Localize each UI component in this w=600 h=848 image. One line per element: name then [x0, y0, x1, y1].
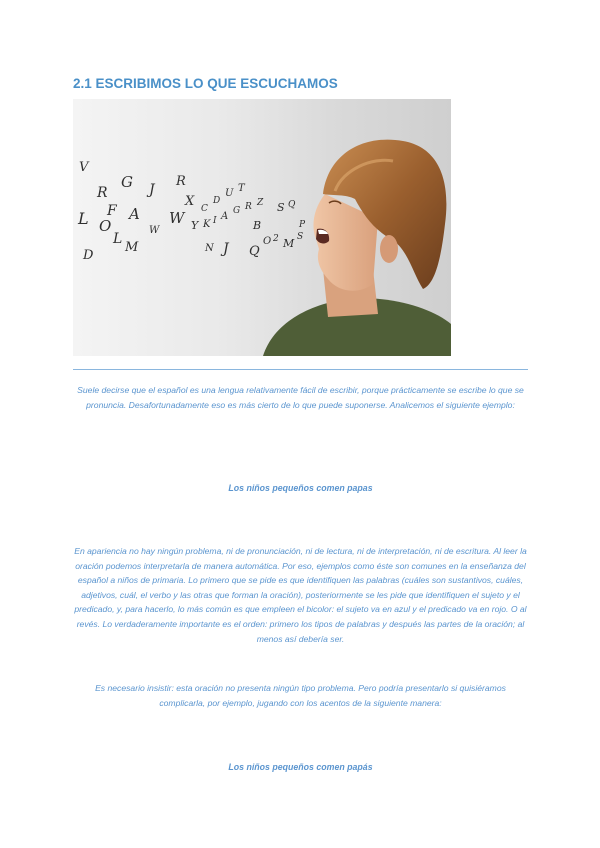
floating-letter: M [283, 237, 295, 250]
floating-letter: O [99, 217, 112, 235]
floating-letter: W [169, 209, 185, 227]
insist-paragraph: Es necesario insistir: esta oración no presenta ningún tipo problema. Pero podría presentarlo si quisiéramos complicarla, por ejemplo, jugando con los acentos de la siguiente manera: [95, 683, 506, 708]
floating-letter: J [223, 241, 229, 257]
floating-letter: A [221, 211, 229, 222]
floating-letter: S [277, 201, 285, 214]
floating-letter: W [149, 225, 160, 236]
floating-letter: Z [257, 198, 264, 208]
floating-letter: X [185, 194, 195, 209]
floating-letter: N [205, 243, 214, 254]
floating-letters [77, 160, 306, 263]
floating-letter: P [299, 220, 306, 230]
floating-letter: F [107, 203, 117, 219]
floating-letter: S [297, 232, 304, 242]
floating-letter: Y [191, 219, 199, 232]
floating-letter: V [79, 160, 89, 175]
floating-letter: Q [288, 200, 296, 210]
floating-letter: J [149, 182, 155, 198]
floating-letter: K [203, 219, 211, 230]
intro-paragraph: Suele decirse que el español es una lengua relativamente fácil de escribir, porque prácticamente se escribe lo que se pronuncia. Desafortunadamente eso es más cierto de lo que puede suponerse. Analicemos el siguiente ejemplo: [77, 385, 524, 410]
floating-letter: D [213, 196, 221, 206]
floating-letter: I [213, 216, 217, 226]
floating-letter: L [113, 231, 123, 247]
floating-letter: T [238, 183, 245, 194]
floating-letter: R [176, 174, 186, 189]
example-sentence-2: Los niños pequeños comen papás [228, 762, 373, 772]
section-heading: 2.1 ESCRIBIMOS LO QUE ESCUCHAMOS [73, 76, 338, 91]
floating-letter: C [201, 204, 208, 214]
floating-letter: R [97, 185, 108, 201]
example-sentence-1: Los niños pequeños comen papas [228, 483, 373, 493]
floating-letter: 2 [273, 234, 279, 244]
floating-letter: O [263, 236, 272, 247]
analysis-paragraph: En apariencia no hay ningún problema, ni de pronunciación, ni de lectura, ni de interpretación, ni de escritura. Al leer la oración podemos interpretarla de manera automática. Por eso, ejemplos como éste son comunes en la enseñanza del español a niños de primaria. Lo primero que se pide es que identifiquen las palabras (cuáles son sustantivos, cuáles, adjetivos, cuál, el verbo y las otras que forman la oración), posteriormente se les pide que identifiquen el sujeto y el predicado, y, para hacerlo, lo más común es que empleen el bicolor: el sujeto va en azul y el predicado va en rojo. O al revés. Lo verdaderamente importante es el orden: primero los tipos de palabras y después las partes de la oración; al menos así debería ser. [74, 546, 527, 644]
floating-letter: L [78, 209, 89, 228]
floating-letter: G [233, 206, 241, 216]
floating-letter: M [125, 240, 139, 255]
boy-speaking-letters-image [73, 99, 451, 356]
boy-illustration [73, 99, 451, 356]
floating-letter: A [129, 205, 140, 223]
floating-letter: R [245, 202, 252, 212]
floating-letter: U [225, 188, 234, 199]
floating-letter: Q [249, 244, 260, 259]
floating-letter: B [253, 219, 262, 232]
floating-letter: G [121, 173, 133, 191]
section-divider [73, 369, 528, 370]
floating-letter: D [83, 248, 94, 263]
